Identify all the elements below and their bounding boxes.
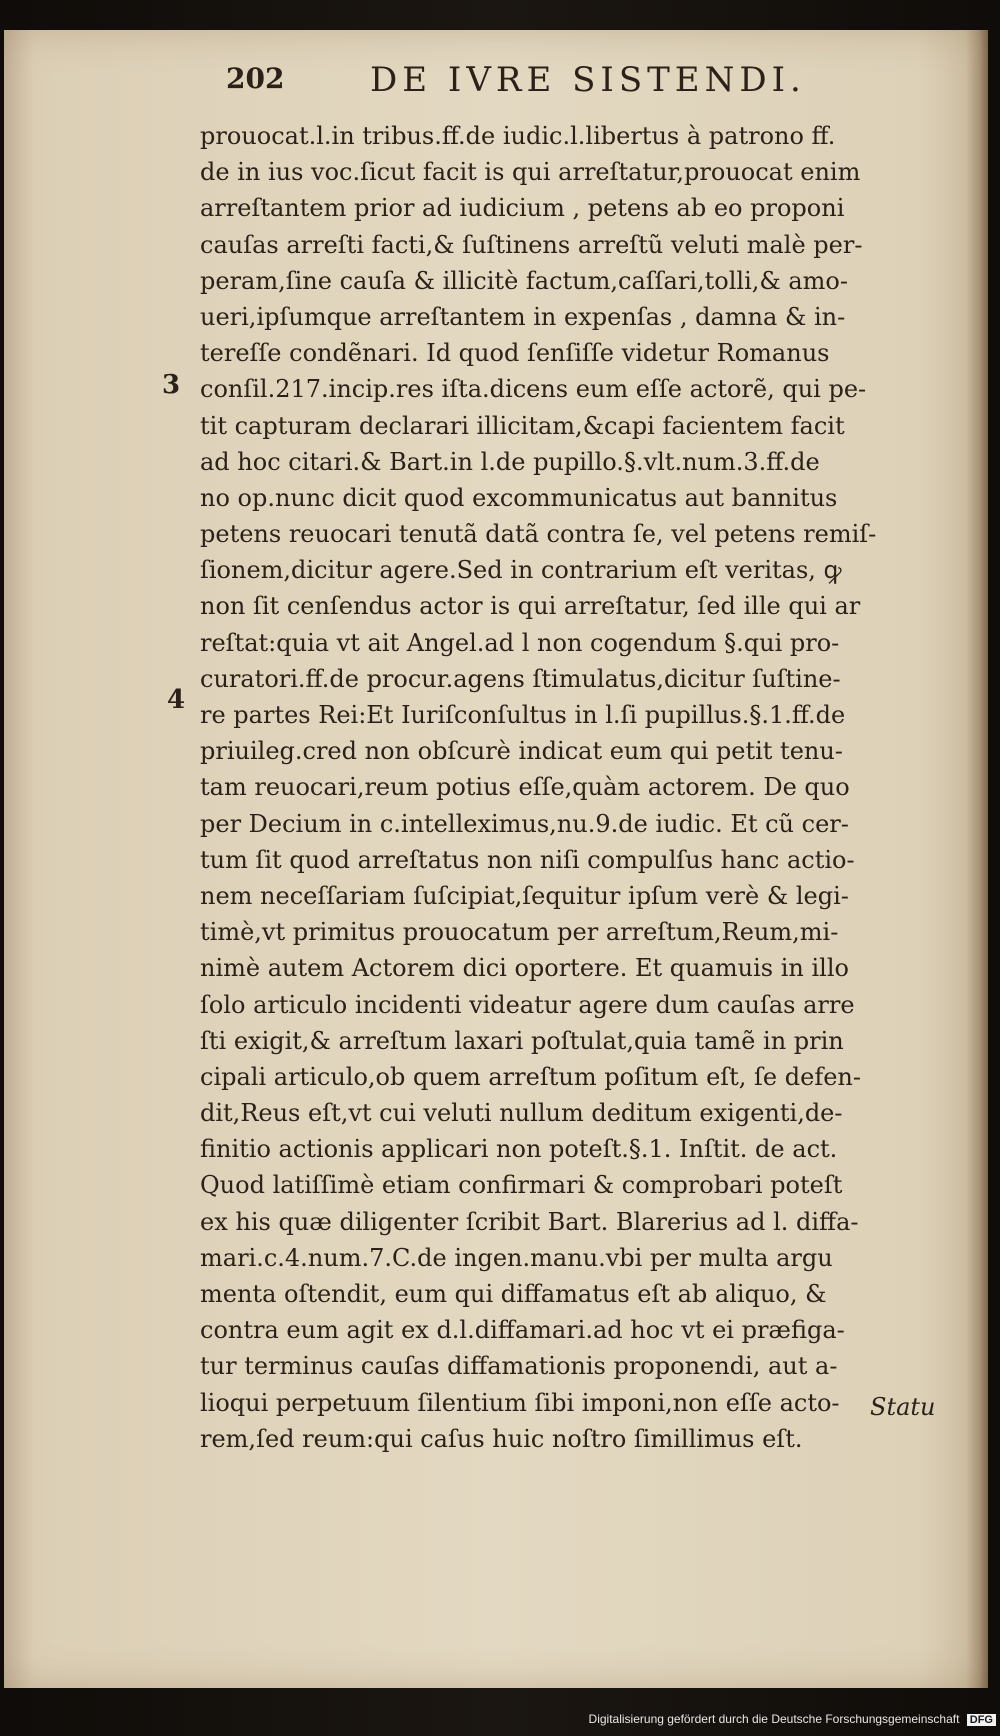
text-line: Quod latiſſimè etiam confirmari & comprobari poteſt xyxy=(200,1171,843,1200)
text-line: ſionem,dicitur agere.Sed in contrarium eſt veritas, ꝙ xyxy=(200,556,842,585)
footer-credit: Digitalisierung gefördert durch die Deutsche Forschungsgemeinschaft xyxy=(588,1712,960,1726)
marginal-number: 3 xyxy=(162,370,181,400)
text-line: contra eum agit ex d.l.diffamari.ad hoc vt ei præfiga- xyxy=(200,1316,845,1345)
dfg-logo: DFG xyxy=(967,1714,996,1726)
page-edge-shadow xyxy=(966,30,988,1688)
text-line: cauſas arreſti facti,& ſuſtinens arreſtũ veluti malè per- xyxy=(200,230,863,259)
text-line: prouocat.l.in tribus.ff.de iudic.l.libertus à patrono ff. xyxy=(200,122,836,150)
body-text xyxy=(200,118,932,1457)
text-line: priuileg.cred non obſcurè indicat eum qui petit tenu- xyxy=(200,737,843,766)
text-line: tam reuocari,reum potius eſſe,quàm actorem. De quo xyxy=(200,773,850,802)
text-line: tur terminus cauſas diffamationis proponendi, aut a- xyxy=(200,1352,838,1381)
text-line: no op.nunc dicit quod excommunicatus aut bannitus xyxy=(200,483,838,512)
page-number: 202 xyxy=(226,62,285,95)
digitization-footer xyxy=(0,1712,996,1726)
text-line: ſolo articulo incidenti videatur agere dum cauſas arre xyxy=(200,990,855,1019)
text-line: reſtat:quia vt ait Angel.ad l non cogendum §.qui pro- xyxy=(200,628,840,657)
text-line: cipali articulo,ob quem arreſtum poſitum eſt, ſe defen- xyxy=(200,1062,861,1091)
text-line: tit capturam declarari illicitam,&capi facientem facit xyxy=(200,411,845,440)
text-line: timè,vt primitus prouocatum per arreſtum,Reum,mi- xyxy=(200,918,839,947)
text-line: per Decium in c.intelleximus,nu.9.de iudic. Et cũ cer- xyxy=(200,809,849,838)
marginal-number: 4 xyxy=(167,685,186,715)
text-line: dit,Reus eſt,vt cui veluti nullum deditum exigenti,de- xyxy=(200,1099,843,1128)
text-line: ex his quæ diligenter ſcribit Bart. Blarerius ad l. diffa- xyxy=(200,1207,859,1236)
text-line: curatori.ff.de procur.agens ſtimulatus,dicitur ſuſtine- xyxy=(200,664,841,693)
text-line: menta oſtendit, eum qui diffamatus eſt ab aliquo, & xyxy=(200,1280,827,1308)
text-line: finitio actionis applicari non poteſt.§.1. Inſtit. de act. xyxy=(200,1135,838,1164)
text-line: tum ſit quod arreſtatus non niſi compulſus hanc actio- xyxy=(200,845,855,874)
text-line: ueri,ipſumque arreſtantem in expenſas , damna & in- xyxy=(200,302,846,331)
text-line: ad hoc citari.& Bart.in l.de pupillo.§.vlt.num.3.ff.de xyxy=(200,447,820,476)
text-line: ſti exigit,& arreſtum laxari poſtulat,quia tamẽ in prin xyxy=(200,1026,844,1055)
text-line: peram,ſine cauſa & illicitè factum,caſſari,tolli,& amo- xyxy=(200,266,848,295)
text-line: mari.c.4.num.7.C.de ingen.manu.vbi per multa argu xyxy=(200,1243,833,1272)
running-head-title: DE IVRE SISTENDI. xyxy=(370,60,806,100)
text-line: nimè autem Actorem dici oportere. Et quamuis in illo xyxy=(200,954,849,983)
text-line: de in ius voc.ſicut facit is qui arreſtatur,prouocat enim xyxy=(200,158,861,187)
text-line: rem,ſed reum:qui caſus huic noſtro ſimillimus eſt. xyxy=(200,1424,803,1453)
text-line: tereſſe condẽnari. Id quod ſenſiſſe videtur Romanus xyxy=(200,339,830,368)
text-line: lioqui perpetuum ſilentium ſibi imponi,non eſſe acto- xyxy=(200,1388,840,1417)
catchword: Statu xyxy=(870,1393,936,1421)
text-line: nem neceſſariam ſuſcipiat,ſequitur ipſum verè & legi- xyxy=(200,881,849,910)
text-line: petens reuocari tenutã datã contra ſe, vel petens remiſ- xyxy=(200,520,877,549)
text-line: non ſit cenſendus actor is qui arreſtatur, ſed ille qui ar xyxy=(200,592,861,621)
text-line: conſil.217.incip.res iſta.dicens eum eſſe actorẽ, qui pe- xyxy=(200,375,867,404)
text-line: re partes Rei:Et Iuriſconſultus in l.ſi pupillus.§.1.ff.de xyxy=(200,701,846,729)
running-head xyxy=(226,60,966,110)
text-line: arreſtantem prior ad iudicium , petens ab eo proponi xyxy=(200,194,845,223)
